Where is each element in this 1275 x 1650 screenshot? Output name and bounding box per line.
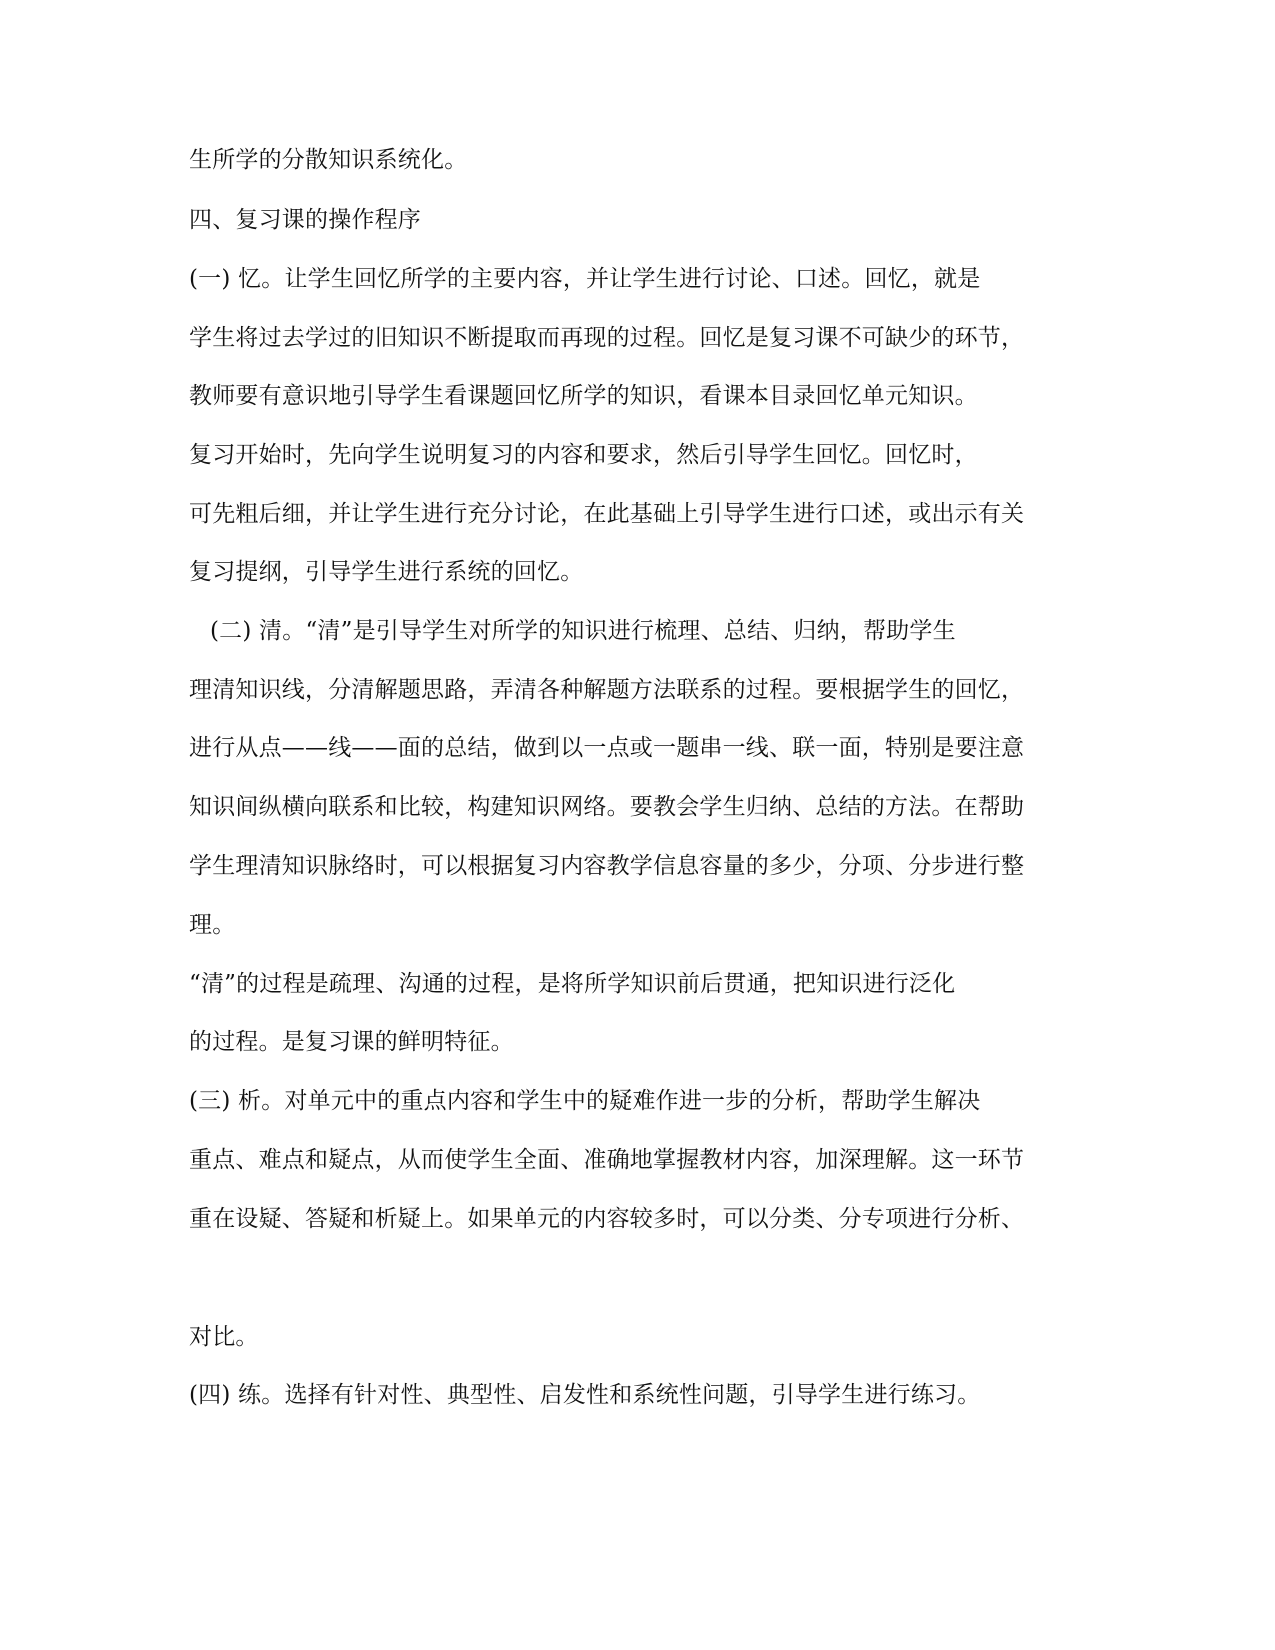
text-line-16: 的过程。是复习课的鲜明特征。 — [189, 1029, 514, 1055]
text-line-9: (二) 清。“清”是引导学生对所学的知识进行梳理、总结、归纳，帮助学生 — [210, 618, 956, 644]
text-line-15: “清”的过程是疏理、沟通的过程，是将所学知识前后贯通，把知识进行泛化 — [189, 971, 956, 997]
text-line-5: 教师要有意识地引导学生看课题回忆所学的知识，看课本目录回忆单元知识。 — [189, 383, 978, 409]
text-line-20: 对比。 — [189, 1324, 259, 1350]
section-heading: 四、复习课的操作程序 — [189, 207, 421, 233]
text-line-1: 生所学的分散知识系统化。 — [189, 147, 468, 173]
text-line-3: (一) 忆。让学生回忆所学的主要内容，并让学生进行讨论、口述。回忆，就是 — [189, 266, 981, 292]
text-line-7: 可先粗后细，并让学生进行充分讨论，在此基础上引导学生进行口述，或出示有关 — [189, 501, 1025, 527]
text-line-11: 进行从点——线——面的总结，做到以一点或一题串一线、联一面，特别是要注意 — [189, 735, 1025, 761]
text-line-21: (四) 练。选择有针对性、典型性、启发性和系统性问题，引导学生进行练习。 — [189, 1382, 981, 1408]
text-line-13: 学生理清知识脉络时，可以根据复习内容教学信息容量的多少，分项、分步进行整 — [189, 853, 1025, 879]
text-line-12: 知识间纵横向联系和比较，构建知识网络。要教会学生归纳、总结的方法。在帮助 — [189, 794, 1025, 820]
text-line-4: 学生将过去学过的旧知识不断提取而再现的过程。回忆是复习课不可缺少的环节， — [189, 325, 1025, 351]
text-line-10: 理清知识线，分清解题思路，弄清各种解题方法联系的过程。要根据学生的回忆， — [189, 677, 1025, 703]
text-line-19: 重在设疑、答疑和析疑上。如果单元的内容较多时，可以分类、分专项进行分析、 — [189, 1206, 1025, 1232]
text-line-8: 复习提纲，引导学生进行系统的回忆。 — [189, 559, 584, 585]
text-line-14: 理。 — [189, 912, 236, 938]
text-line-17: (三) 析。对单元中的重点内容和学生中的疑难作进一步的分析，帮助学生解决 — [189, 1088, 981, 1114]
text-line-6: 复习开始时，先向学生说明复习的内容和要求，然后引导学生回忆。回忆时， — [189, 442, 978, 468]
text-line-18: 重点、难点和疑点，从而使学生全面、准确地掌握教材内容，加深理解。这一环节 — [189, 1147, 1025, 1173]
